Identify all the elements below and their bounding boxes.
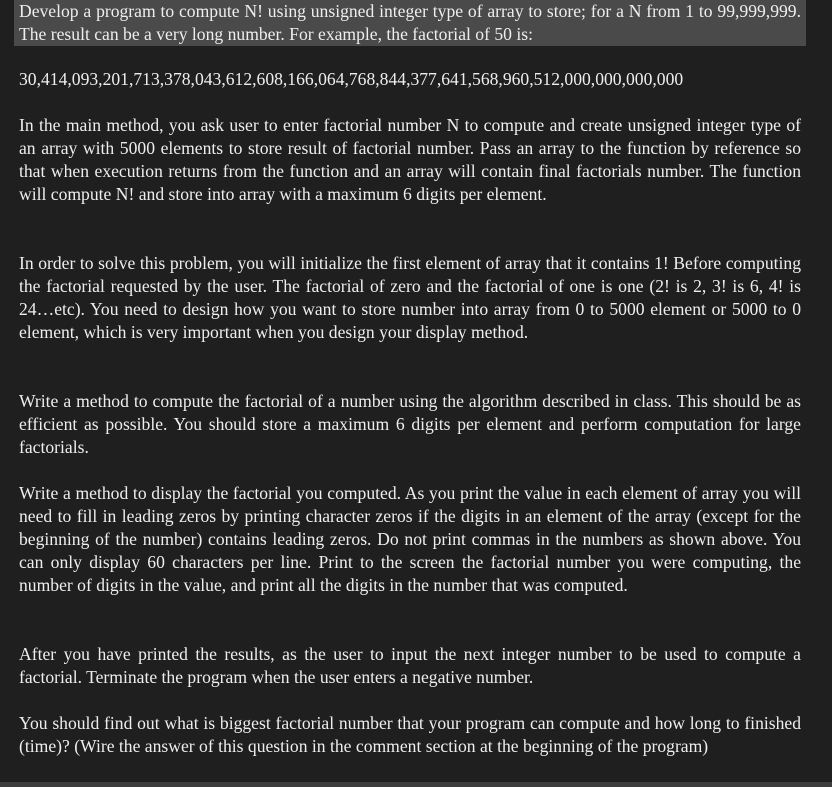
paragraph-repeat-input: After you have printed the results, as the user to input the next integer number to be used to compute a factorial. Terminate the program when the user enters a negative number.: [19, 644, 801, 687]
bottom-divider: [0, 782, 832, 787]
paragraph-compute-method: Write a method to compute the factorial of a number using the algorithm described in class. This should be as efficient as possible. You should store a maximum 6 digits per element and perform computation for large factorials.: [19, 391, 801, 457]
intro-paragraph: Develop a program to compute N! using unsigned integer type of array to store; for a N from 1 to 99,999,999. The result can be a very long number. For example, the factorial of 50 is:: [19, 1, 801, 44]
paragraph-main-method: In the main method, you ask user to enter factorial number N to compute and create unsigned integer type of an array with 5000 elements to store result of factorial number. Pass an array to the function by reference so that when execution returns from the function and an array will contain final factorials number. The function will compute N! and store into array with a maximum 6 digits per element.: [19, 115, 801, 204]
paragraph-biggest-factorial: You should find out what is biggest factorial number that your program can compute and how long to finished (time)? (Wire the answer of this question in the comment section at the beginning of the program): [19, 713, 801, 756]
example-factorial-number: 30,414,093,201,713,378,043,612,608,166,064,768,844,377,641,568,960,512,000,000,000,000: [19, 69, 684, 89]
paragraph-display-method: Write a method to display the factorial you computed. As you print the value in each element of array you will need to fill in leading zeros by printing character zeros if the digits in an element of the array (except for the beginning of the number) contains leading zeros. Do not print commas in the numbers as shown above. You can only display 60 characters per line. Print to the screen the factorial number you were computing, the number of digits in the value, and print all the digits in the number that was computed.: [19, 483, 801, 595]
paragraph-initialization: In order to solve this problem, you will initialize the first element of array that it contains 1! Before computing the factorial requested by the user. The factorial of zero and the factorial of one is one (2! is 2, 3! is 6, 4! is 24…etc). You need to design how you want to store number into array from 0 to 5000 element or 5000 to 0 element, which is very important when you design your display method.: [19, 253, 801, 342]
